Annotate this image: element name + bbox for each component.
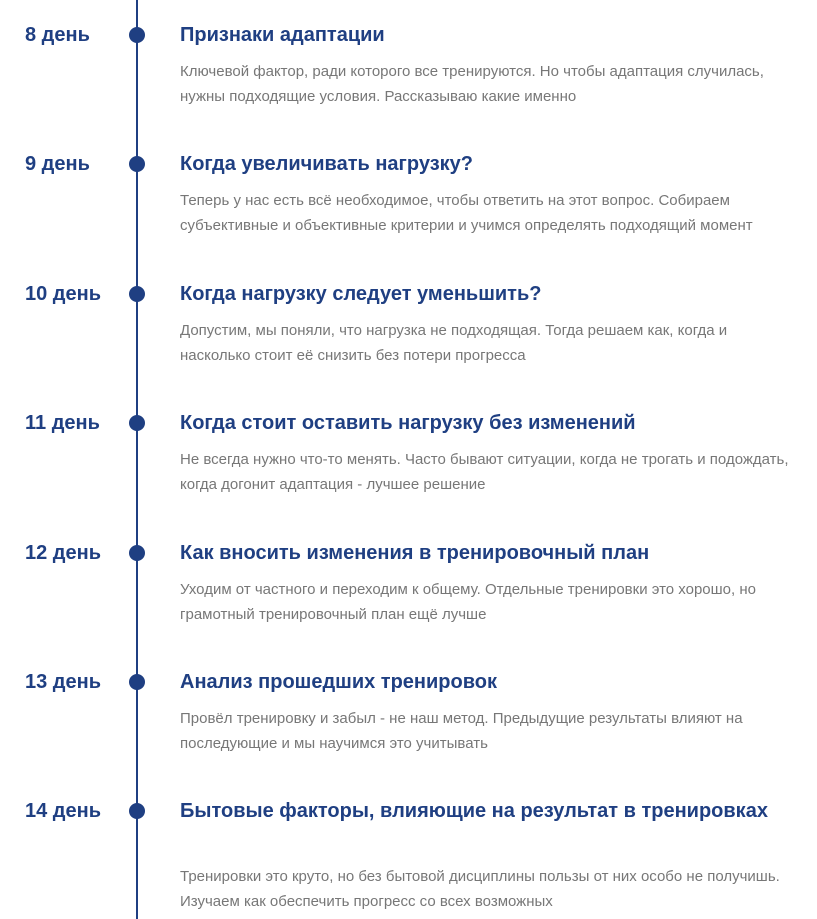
entry-title: Как вносить изменения в тренировочный план (180, 542, 650, 564)
entry-title: Признаки адаптации (180, 24, 385, 46)
timeline-dot (129, 27, 145, 43)
entry-description: Тренировки это круто, но без бытовой дисциплины пользы от них особо не получишь. Изучаем как обеспечить прогресс со всех возможных (180, 868, 780, 910)
entry-description: Теперь у нас есть всё необходимое, чтобы ответить на этот вопрос. Собираем субъективные и объективные критерии и учимся определять подходящий момент (180, 192, 753, 234)
entry-title: Бытовые факторы, влияющие на результат в тренировках (180, 800, 768, 822)
timeline-dot (129, 156, 145, 172)
timeline-dot (129, 803, 145, 819)
day-label: 12 день (25, 542, 101, 564)
timeline-dot (129, 286, 145, 302)
day-label: 9 день (25, 153, 90, 175)
entry-description: Провёл тренировку и забыл - не наш метод. Предыдущие результаты влияют на последующие и мы научимся это учитывать (180, 710, 743, 752)
entry-description: Уходим от частного и переходим к общему. Отдельные тренировки это хорошо, но грамотный тренировочный план ещё лучше (180, 581, 756, 623)
timeline-dot (129, 674, 145, 690)
timeline-dot (129, 545, 145, 561)
entry-description: Не всегда нужно что-то менять. Часто бывают ситуации, когда не трогать и подождать, когда догонит адаптация - лучшее решение (180, 451, 789, 493)
day-label: 10 день (25, 283, 101, 305)
entry-title: Когда увеличивать нагрузку? (180, 153, 473, 175)
entry-description: Ключевой фактор, ради которого все тренируются. Но чтобы адаптация случилась, нужны подходящие условия. Рассказываю какие именно (180, 63, 764, 105)
entry-title: Когда нагрузку следует уменьшить? (180, 283, 542, 305)
day-label: 14 день (25, 800, 101, 822)
day-label: 13 день (25, 671, 101, 693)
timeline-dot (129, 415, 145, 431)
timeline-line (136, 0, 138, 919)
entry-title: Анализ прошедших тренировок (180, 671, 497, 693)
entry-description: Допустим, мы поняли, что нагрузка не подходящая. Тогда решаем как, когда и насколько стоит её снизить без потери прогресса (180, 322, 728, 364)
entry-title: Когда стоит оставить нагрузку без изменений (180, 412, 636, 434)
day-label: 11 день (25, 412, 100, 434)
day-label: 8 день (25, 24, 90, 46)
